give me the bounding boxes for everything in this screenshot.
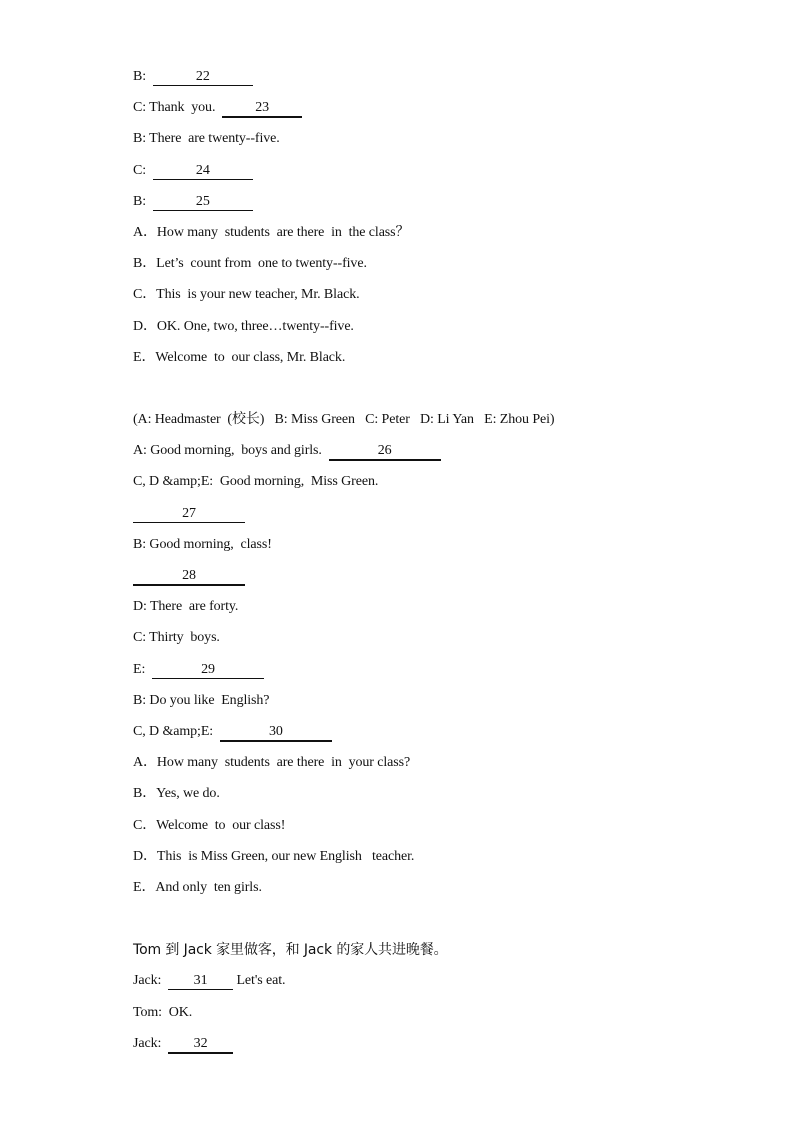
answer-blank-29[interactable]: 29 [152,662,264,679]
dialog-text: Let's eat. [233,973,286,989]
dialog1-line-5 [133,192,754,223]
speaker-label: Jack: [133,973,169,989]
dialog2-option-a: A．How many students are there in your class? [133,755,411,771]
dialog1-line-3: B: There are twenty--five. [133,131,280,147]
dialog1-option-c: C．This is your new teacher, Mr. Black. [133,287,360,303]
dialog2-line-2: C, D &amp;E: Good morning, Miss Green. [133,474,379,490]
answer-blank-25[interactable]: 25 [153,194,253,211]
dialog1-option-b: B．Let’s count from one to twenty--five. [133,256,367,272]
section-gap [133,909,754,940]
answer-blank-27[interactable]: 27 [133,506,245,523]
dialog2-line-6: D: There are forty. [133,599,239,615]
dialog2-option-e: E．And only ten girls. [133,879,262,895]
dialog-text: C: Thank you. [133,100,223,116]
dialog2-line-7: C: Thirty boys. [133,630,220,646]
speaker-label: C: [133,162,153,178]
dialog2-option-b: B．Yes, we do. [133,786,220,802]
speaker-label: Jack: [133,1035,169,1051]
dialog2-option-d: D．This is Miss Green, our new English teacher. [133,848,415,864]
answer-blank-26[interactable]: 26 [329,443,441,461]
answer-blank-23[interactable]: 23 [222,100,302,118]
dialog1-line-4 [133,161,754,192]
dialog2-line-1 [133,441,754,472]
section-gap [133,379,754,410]
dialog2-line-8 [133,660,754,691]
dialog1-line-1 [133,67,754,98]
dialog2-line-9: B: Do you like English? [133,692,270,708]
speaker-label: E: [133,661,153,677]
dialog3-intro: Tom 到 Jack 家里做客，和 Jack 的家人共进晚餐。 [133,942,448,959]
dialog1-option-e: E．Welcome to our class, Mr. Black. [133,349,346,365]
dialog2-option-c: C．Welcome to our class! [133,817,286,833]
dialog3-line-2: Tom: OK. [133,1004,193,1020]
dialog2-line-10 [133,722,754,753]
dialog1-line-2 [133,98,754,129]
dialog2-line-4: B: Good morning, class! [133,536,272,552]
roles-text: (A: Headmaster (校长) B: Miss Green C: Peter D: Li Yan E: Zhou Pei) [133,412,555,428]
worksheet-page [133,67,754,1065]
speaker-label: B: [133,69,153,84]
dialog2-line-3 [133,504,754,535]
dialog2-line-5 [133,566,754,597]
answer-blank-28[interactable]: 28 [133,568,245,586]
answer-blank-30[interactable]: 30 [220,724,332,742]
dialog1-option-d: D．OK. One, two, three…twenty--five. [133,318,354,334]
dialog3-line-3 [133,1034,754,1065]
dialog-text: C, D &amp;E: [133,723,220,739]
answer-blank-32[interactable]: 32 [168,1036,233,1054]
answer-blank-24[interactable]: 24 [153,163,253,180]
dialog3-line-1 [133,971,754,1002]
answer-blank-22[interactable]: 22 [153,69,253,86]
dialog2-roles [133,410,754,441]
dialog1-option-a: A．How many students are there in the class？ [133,224,410,240]
answer-blank-31[interactable]: 31 [168,973,233,990]
speaker-label: B: [133,193,153,209]
dialog-text: A: Good morning, boys and girls. [133,443,329,459]
